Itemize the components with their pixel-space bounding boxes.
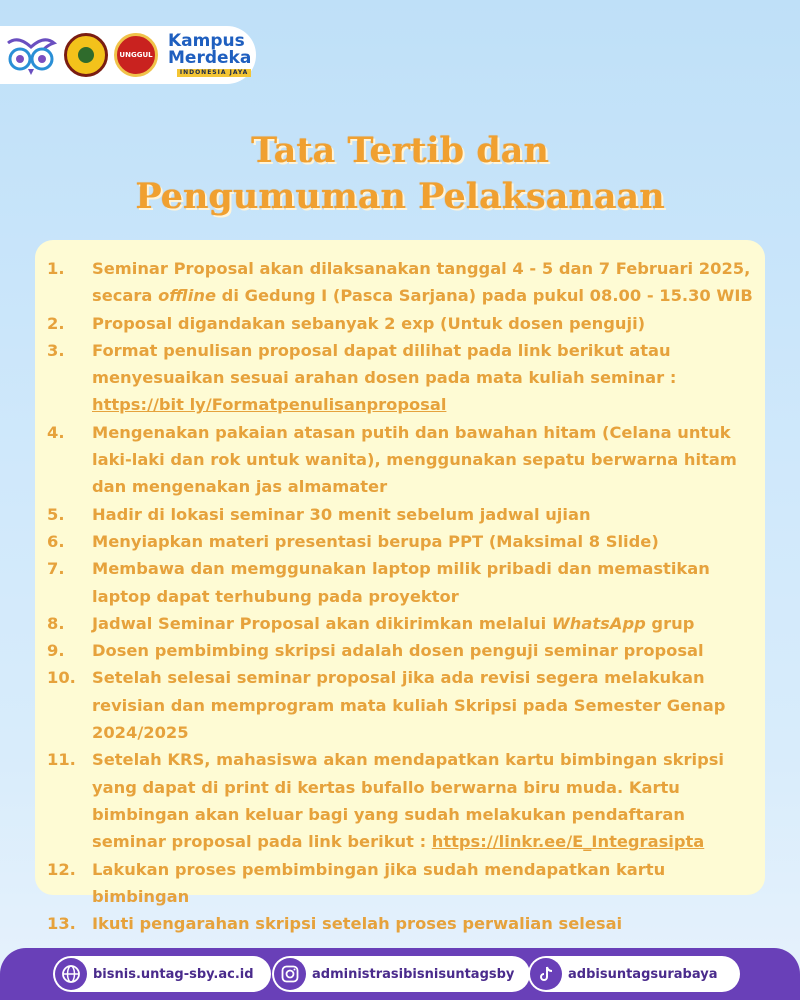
unggul-text: UNGGUL (119, 51, 153, 59)
rule-item (35, 746, 765, 855)
rule-link[interactable]: https://bit ly/Formatpenulisanproposal (92, 395, 447, 415)
footer-bar (0, 948, 800, 1000)
instagram-handle[interactable]: administrasibisnisuntagsby (312, 966, 515, 982)
rule-text-part: Proposal digandakan sebanyak 2 exp (Untuk dosen penguji) (92, 313, 646, 333)
rule-item (35, 255, 765, 310)
rule-number: 1. (47, 259, 65, 278)
rule-item (35, 856, 765, 911)
rule-text (92, 637, 762, 664)
unggul-seal-icon (114, 33, 158, 77)
rule-text (92, 610, 762, 637)
rule-link[interactable]: https://linkr.ee/E_Integrasipta (431, 832, 705, 852)
rule-number: 4. (47, 422, 65, 442)
rule-number: 6. (47, 531, 65, 551)
rule-text (92, 664, 762, 746)
rule-item (35, 310, 765, 337)
rule-text-part: Setelah selesai seminar proposal jika ada revisi segera melakukan revisian dan memprogram mata kuliah Skripsi pada Semester Genap 2024/2025 (92, 668, 726, 743)
rule-text (92, 746, 762, 855)
globe-icon (55, 958, 87, 990)
rule-text (92, 337, 762, 419)
rule-text-part: Mengenakan pakaian atasan putih dan bawahan hitam (Celana untuk laki-laki dan rok untuk wanita), menggunakan sepatu berwarna hitam dan mengenakan jas almamater (92, 422, 737, 497)
rule-text-part: grup (645, 613, 695, 633)
untag-seal-icon (64, 33, 108, 77)
rule-number: 3. (47, 340, 65, 360)
rule-item (35, 637, 765, 664)
title-line-1: Tata Tertib dan (251, 130, 549, 171)
rule-number: 11. (47, 750, 76, 770)
tiktok-icon (530, 958, 562, 990)
rule-emphasis: WhatsApp (551, 613, 646, 633)
website-pill[interactable] (53, 956, 271, 992)
rules-card (35, 240, 765, 934)
rule-text (92, 555, 762, 610)
rule-emphasis: offline (158, 286, 217, 306)
rule-number: 10. (47, 668, 76, 688)
kampus-merdeka-logo (168, 33, 251, 77)
rule-item (35, 610, 765, 637)
rule-text (92, 856, 762, 911)
kampus-text: Kampus (168, 31, 245, 51)
rule-number: 7. (47, 559, 65, 579)
rule-text (92, 528, 762, 555)
indonesia-jaya-text: INDONESIA JAYA (177, 69, 251, 77)
rule-item (35, 419, 765, 501)
tiktok-handle[interactable]: adbisuntagsurabaya (568, 966, 718, 982)
rule-number: 2. (47, 313, 65, 333)
rule-text-part: Dosen pembimbing skripsi adalah dosen penguji seminar proposal (92, 641, 704, 661)
rule-number: 8. (47, 613, 65, 633)
rule-item (35, 501, 765, 528)
rule-number: 5. (47, 504, 65, 524)
rule-text-part: Menyiapkan materi presentasi berupa PPT (Maksimal 8 Slide) (92, 531, 659, 551)
instagram-pill[interactable] (272, 956, 530, 992)
rule-number: 13. (47, 914, 76, 934)
owl-logo-icon (4, 33, 58, 77)
rule-item (35, 528, 765, 555)
rule-number: 12. (47, 859, 76, 879)
page-title (0, 128, 800, 220)
rule-item (35, 664, 765, 746)
rule-text (92, 310, 762, 337)
rule-text-part: Lakukan proses pembimbingan jika sudah mendapatkan kartu bimbingan (92, 859, 666, 906)
website-link[interactable]: bisnis.untag-sby.ac.id (93, 966, 254, 982)
rule-item (35, 555, 765, 610)
merdeka-text: Merdeka (168, 48, 252, 68)
rule-text-part: Jadwal Seminar Proposal akan dikirimkan melalui (92, 613, 552, 633)
logo-bar (0, 26, 256, 84)
rule-text-part: di Gedung I (Pasca Sarjana) pada pukul 08.00 - 15.30 WIB (216, 286, 753, 306)
rule-text-part: Setelah KRS, mahasiswa akan mendapatkan kartu bimbingan skripsi yang dapat di print di kertas bufallo berwarna biru muda. Kartu bimbingan akan keluar bagi yang sudah melakukan pendaftaran seminar proposal pada link berikut : (92, 750, 725, 852)
rule-number: 9. (47, 641, 65, 661)
title-line-2: Pengumuman Pelaksanaan (135, 176, 665, 217)
rule-text-part: Membawa dan memggunakan laptop milik pribadi dan memastikan laptop dapat terhubung pada proyektor (92, 559, 710, 606)
tiktok-pill[interactable] (528, 956, 740, 992)
rule-text (92, 501, 762, 528)
rules-list (35, 240, 765, 937)
rule-text-part: Hadir di lokasi seminar 30 menit sebelum jadwal ujian (92, 504, 591, 524)
rule-text (92, 255, 762, 310)
rule-text-part: Ikuti pengarahan skripsi setelah proses perwalian selesai (92, 914, 623, 934)
rule-text-part: Format penulisan proposal dapat dilihat pada link berikut atau menyesuaikan sesuai arahan dosen pada mata kuliah seminar : (92, 340, 677, 388)
rule-item (35, 910, 765, 937)
rule-text (92, 910, 762, 937)
rule-text-part: Seminar Proposal akan dilaksanakan tanggal 4 - 5 dan 7 Februari 2025, secara (92, 259, 751, 306)
instagram-icon (274, 958, 306, 990)
rule-text (92, 419, 762, 501)
rule-item (35, 337, 765, 419)
